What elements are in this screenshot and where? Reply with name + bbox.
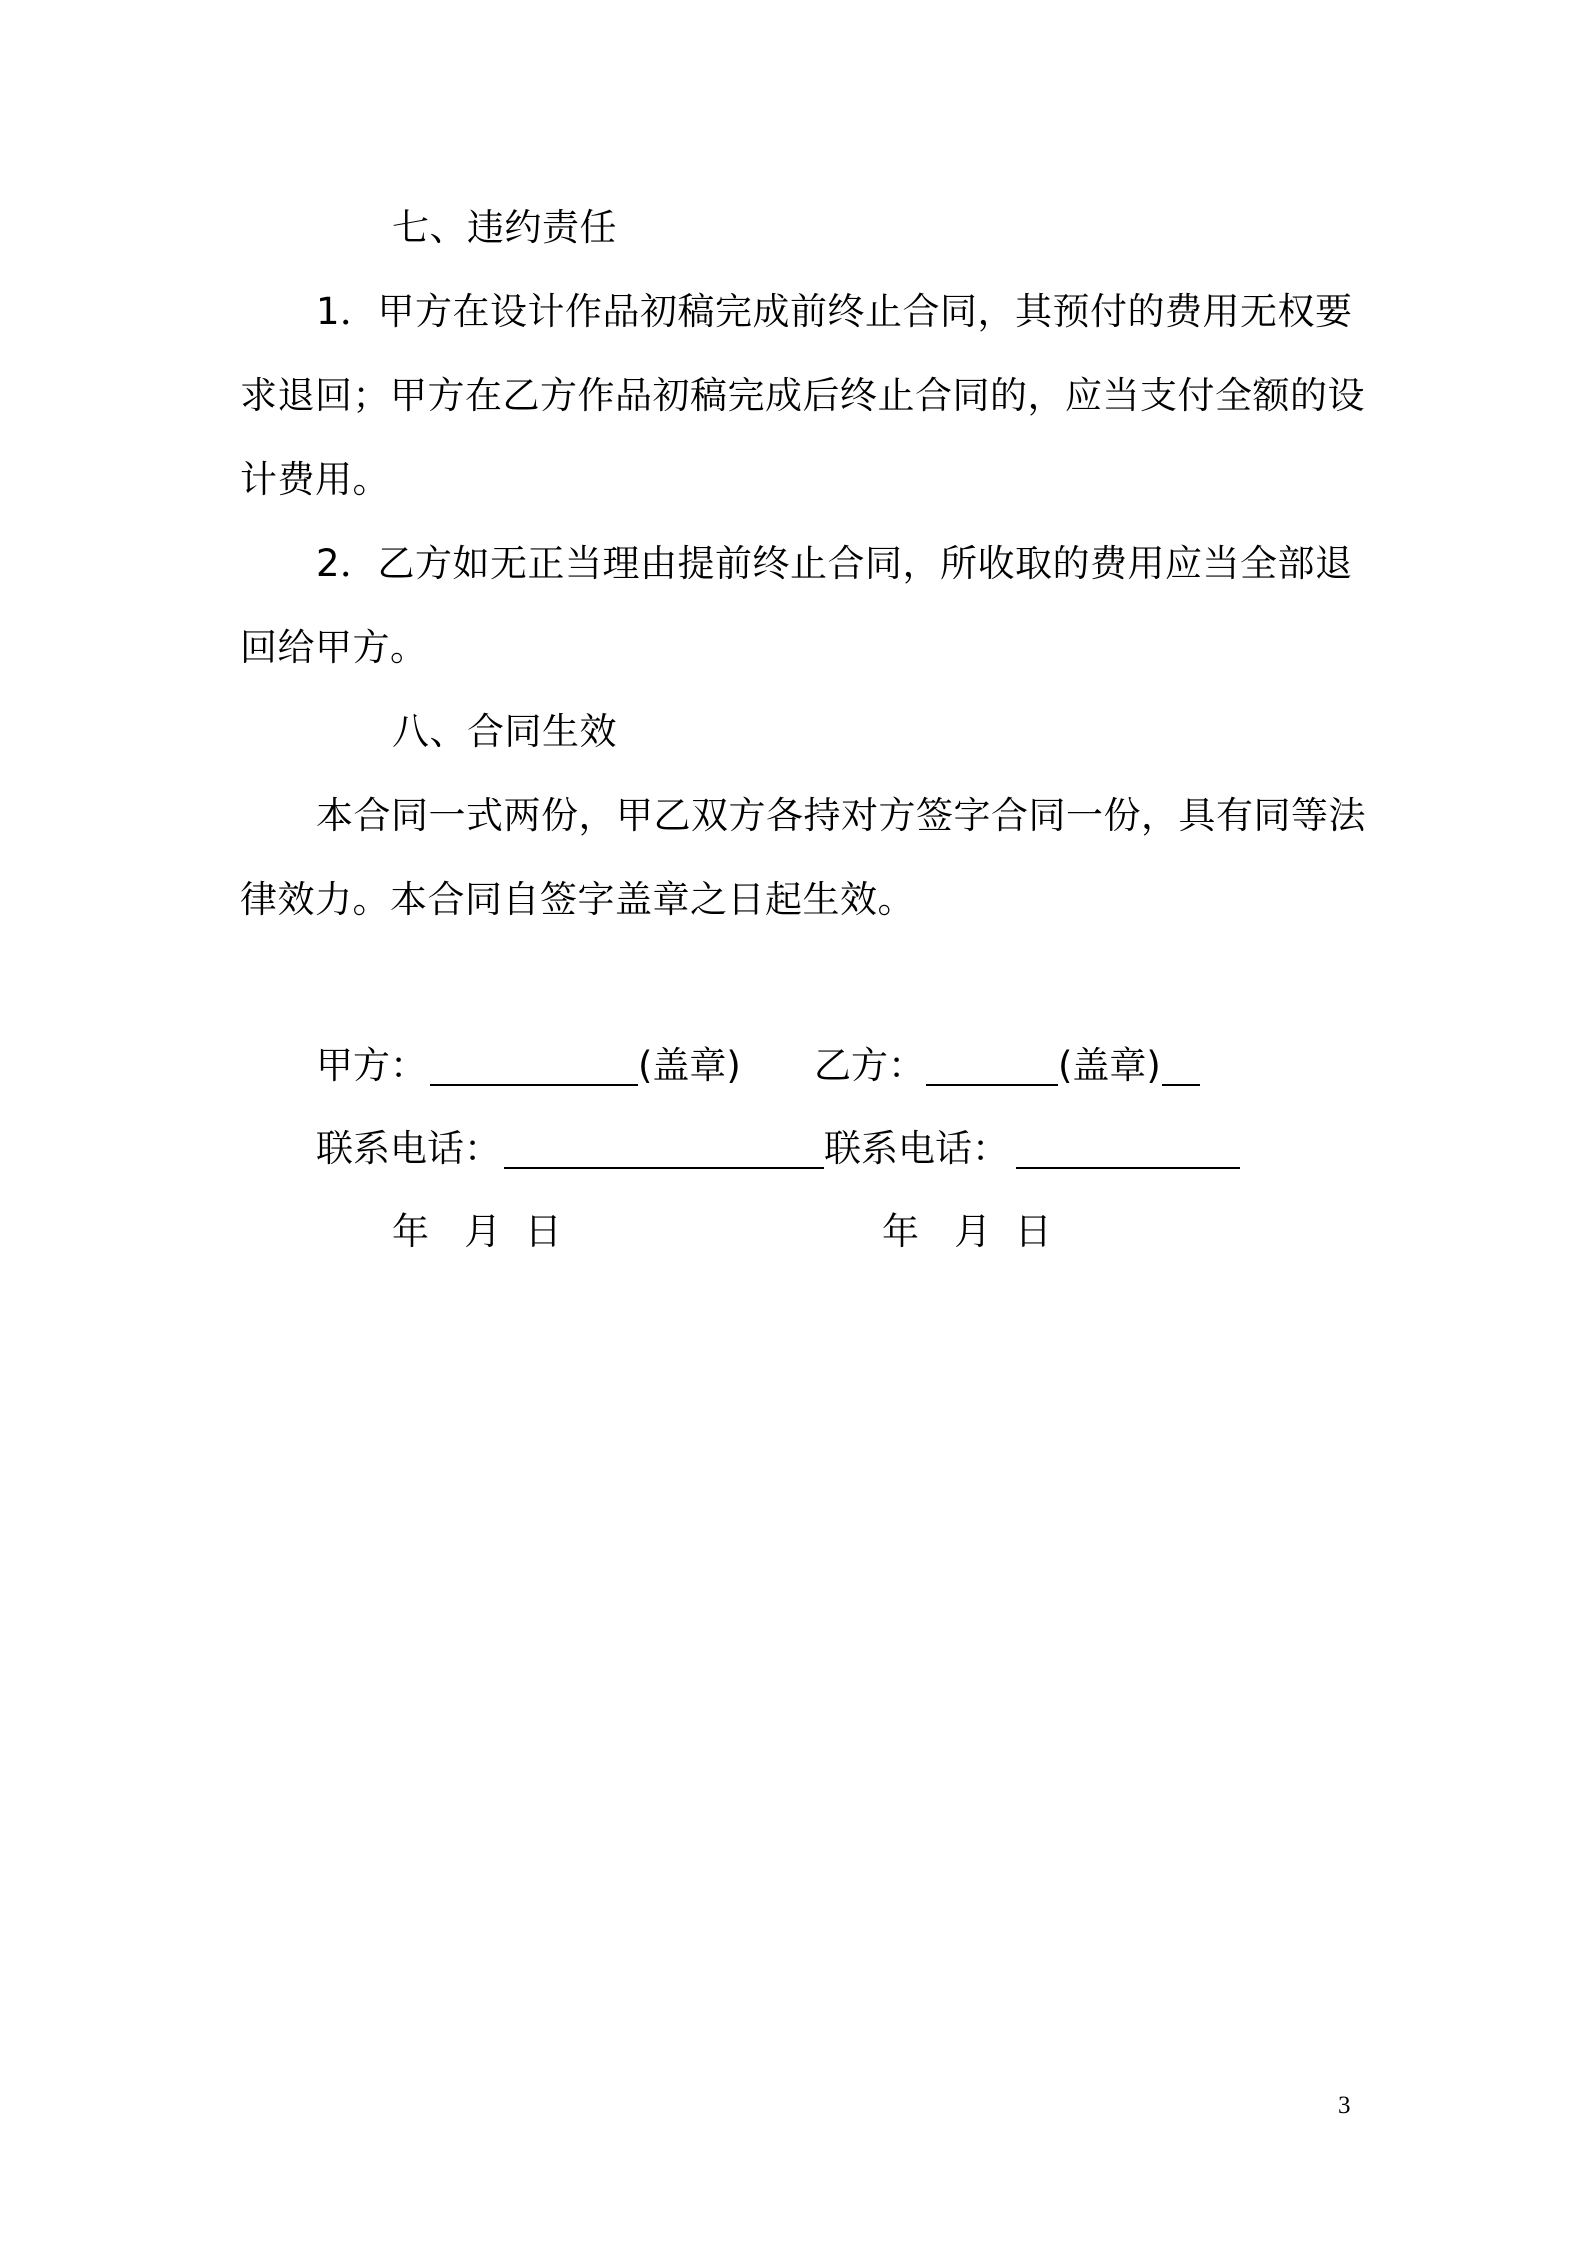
party-a-phone-blank [504,1167,824,1169]
party-b-phone-blank [1016,1167,1240,1169]
clause-7-1-line-2: 求退回；甲方在乙方作品初稿完成后终止合同的，应当支付全额的设 [240,374,1365,417]
party-a-date: 年 月 日 [392,1210,562,1253]
party-a-label: 甲方： [316,1044,427,1087]
party-a-phone-label: 联系电话： [316,1127,501,1170]
clause-7-2-line-1: 2．乙方如无正当理由提前终止合同，所收取的费用应当全部退 [316,542,1353,585]
party-b-phone-label: 联系电话： [824,1127,1009,1170]
party-b-label: 乙方： [814,1044,925,1087]
party-a-signature-blank [430,1084,638,1086]
clause-7-2-line-2: 回给甲方。 [240,626,428,669]
section-8-body-line-2: 律效力。本合同自签字盖章之日起生效。 [240,878,915,921]
page-number: 3 [1338,2092,1351,2119]
party-b-stamp-label: (盖章) [1058,1044,1161,1087]
section-8-heading: 八、合同生效 [392,710,617,753]
section-7-heading: 七、违约责任 [392,206,617,249]
party-b-date: 年 月 日 [882,1210,1052,1253]
party-a-stamp-label: (盖章) [638,1044,741,1087]
section-8-body-line-1: 本合同一式两份，甲乙双方各持对方签字合同一份，具有同等法 [316,794,1366,837]
clause-7-1-line-1: 1．甲方在设计作品初稿完成前终止合同，其预付的费用无权要 [316,290,1353,333]
party-b-trailing-blank [1162,1084,1200,1086]
party-b-signature-blank [926,1084,1058,1086]
clause-7-1-line-3: 计费用。 [240,458,390,501]
